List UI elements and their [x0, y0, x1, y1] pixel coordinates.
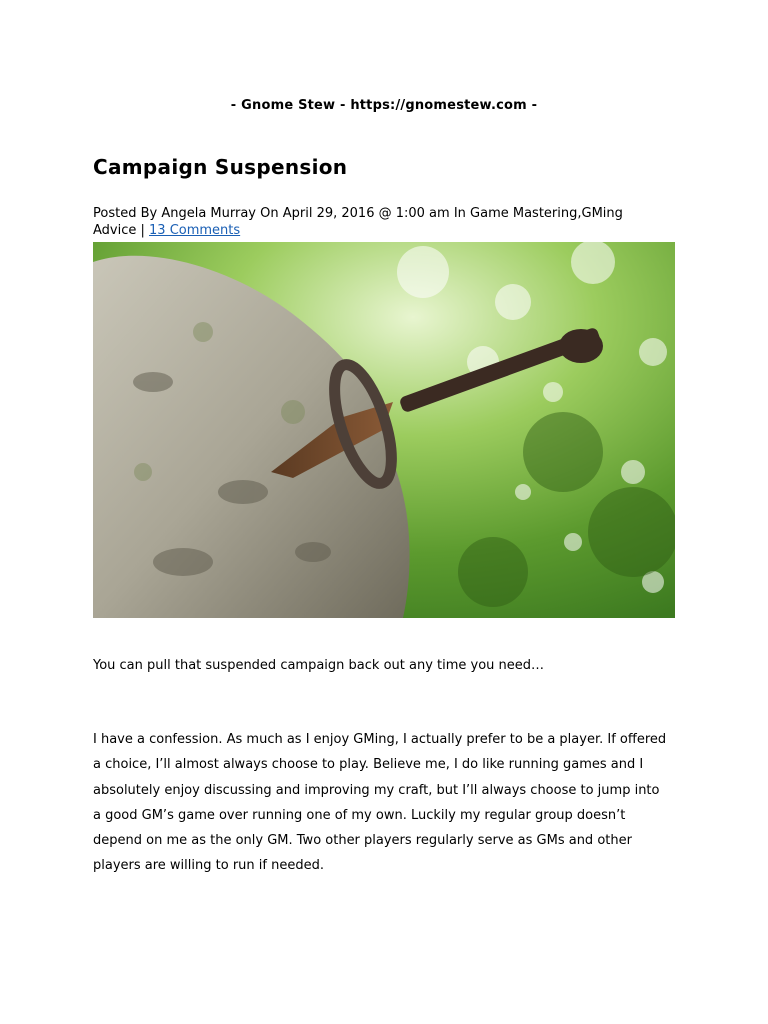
hero-image [93, 242, 675, 618]
image-caption: You can pull that suspended campaign back out any time you need… [93, 658, 545, 673]
article-paragraph: I have a confession. As much as I enjoy GMing, I actually prefer to be a player. If offered a choice, I’ll almost always choose to play. Believe me, I do like running games and I absolutely enjoy discussing and improving my craft, but I’ll always choose to jump into a good GM’s game over running one of my own. Luckily my regular group doesn’t depend on me as the only GM. Two other players regularly serve as GMs and other players are willing to run if needed. [93, 732, 667, 874]
post-meta-text: Posted By Angela Murray On April 29, 2016 @ 1:00 am In Game Mastering,GMing Advice | [93, 206, 623, 238]
article-title: Campaign Suspension [93, 155, 348, 179]
post-meta [93, 205, 663, 239]
site-header: - Gnome Stew - https://gnomestew.com - [230, 98, 538, 113]
comments-link[interactable]: 13 Comments [149, 223, 241, 238]
